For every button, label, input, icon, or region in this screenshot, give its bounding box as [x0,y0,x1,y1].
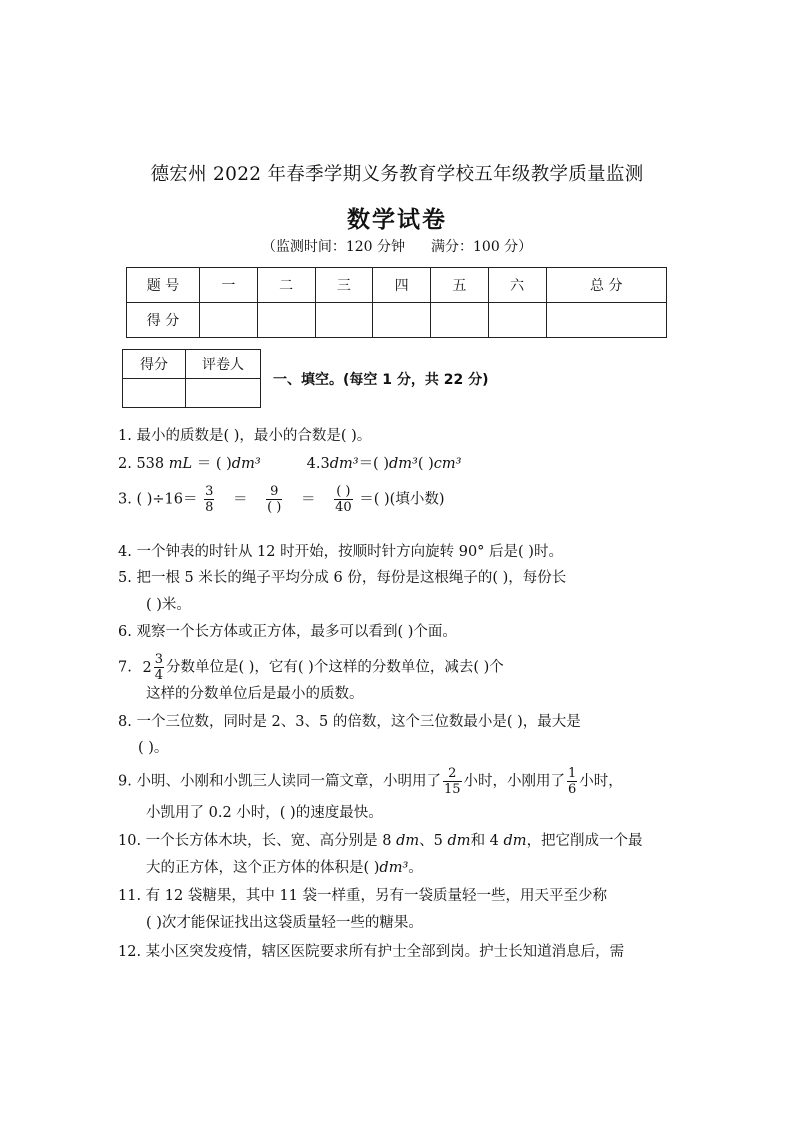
q10-text-d: ，把它削成一个最 [526,833,643,849]
score-table-col: 二 [257,268,315,303]
q2-text-a: 2. 538 [118,456,169,472]
q7-number: 7. [118,659,132,676]
question-7-line-1 [118,652,504,683]
question-11-line-1: 11. 有 12 袋糖果，其中 11 袋一样重，另有一袋质量轻一些，用天平至少称 [118,888,608,904]
score-table-col: 三 [315,268,373,303]
score-table-row-label: 题 号 [127,268,200,303]
q3-text-b: ＝( )(填小数) [359,491,445,508]
question-1: 1. 最小的质数是( )，最小的合数是( )。 [118,428,372,444]
q3-equals: ＝ [300,491,316,508]
q3-f1-denominator: 8 [205,500,214,515]
question-11-line-2 [118,913,423,933]
q3-fraction-3 [334,484,353,515]
q10-text-e: 大的正方体，这个正方体的体积是( ) [146,860,380,876]
score-table-col: 六 [488,268,546,303]
question-6: 6. 观察一个长方体或正方体，最多可以看到( )个面。 [118,624,457,640]
q3-fraction-1 [204,484,214,515]
q9-fraction-2 [567,766,577,797]
grader-table [122,349,261,408]
q2-text-d: ＝( ) [358,456,389,472]
score-cell[interactable] [315,303,373,338]
q11-text-b: ( )次才能保证找出这袋质量轻一些的糖果。 [146,915,423,931]
question-4: 4. 一个钟表的时针从 12 时开始，按顺时针方向旋转 90° 后是( )时。 [118,544,563,560]
q3-f2-denominator: ( ) [267,500,282,515]
q2-unit-ml: mL [168,456,193,472]
q10-text-b: 、5 [419,833,448,849]
q2-unit-cm3: cm³ [433,456,462,472]
q9-text-c: 小时， [579,773,623,790]
score-cell[interactable] [373,303,431,338]
grader-name-cell[interactable] [186,379,261,408]
grader-name-label: 评卷人 [186,350,261,379]
q9-text-b: 小时，小刚用了 [463,773,565,790]
subject-title: 数学试卷 [347,206,447,233]
q3-text-a: 3. ( )÷16＝ [118,491,198,508]
q9-f2-denominator: 6 [568,782,577,797]
question-8-line-1: 8. 一个三位数，同时是 2、3、5 的倍数，这个三位数最小是( )，最大是 [118,714,581,730]
q10-unit: dm [447,833,471,849]
question-2 [118,454,461,474]
score-table-header-row [127,268,667,303]
q3-f1-numerator: 3 [205,484,214,499]
q2-text-e: ( ) [417,456,434,472]
q9-text-d: 小凯用了 0.2 小时，( )的速度最快。 [146,805,383,821]
q10-unit: dm³ [379,860,409,876]
question-5-line-2 [118,595,191,615]
q2-text-b: ＝ ( ) [192,456,232,472]
question-8-line-2 [118,738,168,758]
q10-unit: dm [503,833,527,849]
q2-text-c: 4.3 [306,456,330,472]
q2-unit-dm3: dm³ [389,456,418,472]
q7-numerator: 3 [154,652,163,667]
q10-text-f: 。 [408,860,423,876]
exam-full-score: 满分：100 分） [431,239,533,255]
q5-text-b: ( )米。 [146,597,191,613]
q7-text-b: 这样的分数单位后是最小的质数。 [146,686,364,702]
score-table-col: 五 [431,268,489,303]
section-1-heading: 一、填空。(每空 1 分，共 22 分) [273,372,489,388]
score-table-score-row [127,303,667,338]
exam-time: （监测时间：120 分钟 [261,239,405,255]
score-table-col: 总 分 [546,268,667,303]
q10-text-c: 和 4 [470,833,504,849]
score-cell[interactable] [200,303,258,338]
score-cell[interactable] [257,303,315,338]
grader-score-label: 得分 [123,350,186,379]
score-table-row-label: 得 分 [127,303,200,338]
score-table-col: 一 [200,268,258,303]
score-table [126,267,667,338]
question-12-line-1: 12. 某小区突发疫情，辖区医院要求所有护士全部到岗。护士长知道消息后，需 [118,944,625,960]
q3-f2-numerator: 9 [266,484,282,500]
q3-fraction-2 [266,484,282,515]
score-cell[interactable] [431,303,489,338]
q7-fraction [154,652,164,683]
question-7-line-2 [118,684,364,704]
question-10-line-1 [118,831,643,851]
q7-denominator: 4 [154,668,163,683]
exam-title: 德宏州 2022 年春季学期义务教育学校五年级教学质量监测 [150,164,644,185]
q10-unit: dm [396,833,420,849]
q3-equals: ＝ [232,491,248,508]
score-cell[interactable] [488,303,546,338]
q3-f3-denominator: 40 [335,500,352,515]
exam-info [0,236,794,256]
q7-text-a: 分数单位是( )，它有( )个这样的分数单位，减去( )个 [165,659,504,676]
question-9-line-1 [118,766,623,797]
q9-fraction-1 [443,766,462,797]
q9-f1-denominator: 15 [443,782,461,797]
score-cell[interactable] [546,303,667,338]
question-3 [118,484,444,515]
question-10-line-2 [118,858,423,878]
grader-score-cell[interactable] [123,379,186,408]
q2-unit-dm3: dm³ [231,456,261,472]
q9-text-a: 9. 小明、小刚和小凯三人读同一篇文章，小明用了 [118,773,441,790]
q9-f2-numerator: 1 [568,766,577,781]
question-5-line-1: 5. 把一根 5 米长的绳子平均分成 6 份，每份是这根绳子的( )，每份长 [118,570,567,586]
q7-whole: 2 [142,659,152,676]
q2-unit-dm3: dm³ [329,456,359,472]
q3-f3-numerator: ( ) [334,484,353,500]
question-9-line-2 [118,803,383,823]
q8-text-b: ( )。 [138,740,169,756]
q10-text-a: 10. 一个长方体木块，长、宽、高分别是 8 [118,833,397,849]
score-table-col: 四 [373,268,431,303]
q9-f1-numerator: 2 [443,766,462,782]
